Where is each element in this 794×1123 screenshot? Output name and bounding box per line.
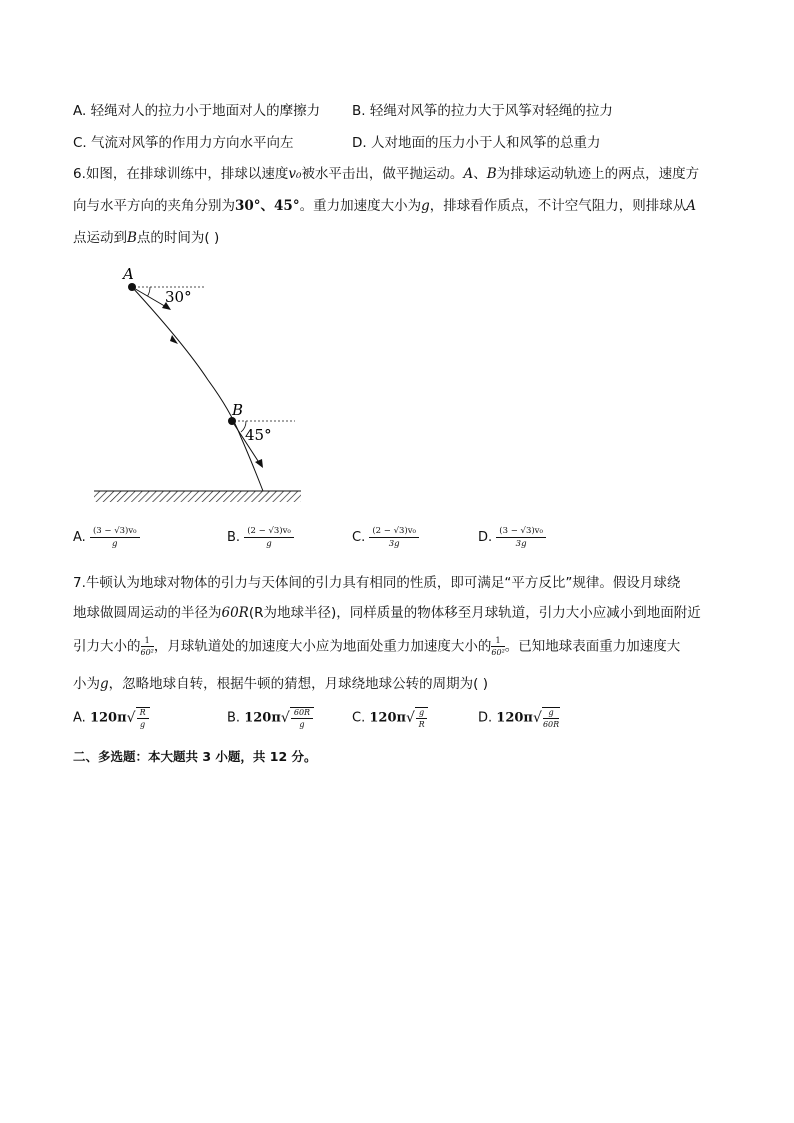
sqrt-60r-over-g: √ $\frac{60R}{g}$ (281, 707, 314, 729)
q7-option-c: C. 120π √ $\frac{g}{R}$ (352, 707, 428, 729)
angle-label-a: 30° (165, 288, 192, 306)
sqrt-g-over-r: √ $\frac{g}{R}$ (406, 707, 428, 729)
q7-stem-line-2: 地球做圆周运动的半径为60R(R为地球半径)，同样质量的物体移至月球轨道，引力大小应减小到地面附近 (73, 605, 701, 621)
q6-stem-line-3: 点运动到B点的时间为( ) (73, 230, 220, 246)
sqrt-g-over-60r: √ $\frac{g}{60R}$ (532, 708, 560, 729)
velocity-arrowhead-b (255, 459, 263, 468)
q6-option-a: A. $\frac{\text{(3 − √3)v₀}}{g}$ (73, 526, 140, 549)
q6-option-b: B. $\frac{\text{(2 − √3)v₀}}{g}$ (227, 526, 294, 549)
trajectory-arrow (170, 335, 178, 344)
q6-stem-line-1: 6.如图，在排球训练中，排球以速度v₀被水平击出，做平抛运动。A、B为排球运动轨迹上的两点，速度方 (73, 166, 700, 182)
section-2-heading: 二、多选题：本大题共 3 小题，共 12 分。 (73, 749, 317, 764)
q6-option-d: D. $\frac{\text{(3 − √3)v₀}}{3g}$ (478, 526, 546, 549)
q6-stem-line-2: 向与水平方向的夹角分别为30°、45°。重力加速度大小为g，排球看作质点，不计空气阻力，则排球从A (73, 198, 696, 214)
q5-option-c: C. 气流对风筝的作用力方向水平向左 (73, 135, 294, 151)
sqrt-r-over-g: √ $\frac{R}{g}$ (127, 707, 150, 729)
q5-option-a: A. 轻绳对人的拉力小于地面对人的摩擦力 (73, 103, 321, 119)
q7-option-d: D. 120π √ $\frac{g}{60R}$ (478, 708, 560, 729)
angle-arc-a (148, 287, 150, 296)
option-a-fraction: $\frac{\text{(3 − √3)v₀}}{g}$ (90, 526, 140, 549)
radius-60r: 60R (221, 605, 249, 621)
option-c-fraction: $\frac{\text{(2 − √3)v₀}}{3g}$ (369, 526, 419, 549)
label-b: B (232, 401, 244, 419)
q5-option-b: B. 轻绳对风筝的拉力大于风筝对轻绳的拉力 (352, 103, 613, 119)
v0-symbol: v₀ (288, 166, 302, 182)
volleyball-trajectory-figure (90, 260, 310, 510)
label-a: A (123, 265, 134, 283)
fraction-one-over-60-squared-2: $\frac{1}{\text{60²}}$ (491, 636, 505, 657)
q7-option-a: A. 120π √ $\frac{R}{g}$ (73, 707, 150, 729)
angle-label-b: 45° (245, 426, 272, 444)
q7-option-b: B. 120π √ $\frac{60R}{g}$ (227, 707, 314, 729)
ground-hatch (94, 491, 301, 502)
angle-values: 30°、45° (235, 198, 300, 214)
option-b-fraction: $\frac{\text{(2 − √3)v₀}}{g}$ (244, 526, 294, 549)
trajectory-curve (132, 287, 263, 491)
q7-stem-line-3: 引力大小的 $\frac{1}{\text{60²}}$ ，月球轨道处的加速度大小应为地面处重力加速度大小的 $\frac{1}{\text{60²}}$ 。已知地球表面重力加速度大 (73, 636, 681, 657)
q7-stem-line-4: 小为g，忽略地球自转，根据牛顿的猜想，月球绕地球公转的周期为( ) (73, 676, 488, 692)
option-d-fraction: $\frac{\text{(3 − √3)v₀}}{3g}$ (496, 526, 546, 549)
q6-option-c: C. $\frac{\text{(2 − √3)v₀}}{3g}$ (352, 526, 419, 549)
q7-stem-line-1: 7.牛顿认为地球对物体的引力与天体间的引力具有相同的性质，即可满足“平方反比”规律。假设月球绕 (73, 575, 681, 591)
fraction-one-over-60-squared: $\frac{1}{\text{60²}}$ (140, 636, 154, 657)
q5-option-d: D. 人对地面的压力小于人和风筝的总重力 (352, 135, 601, 151)
